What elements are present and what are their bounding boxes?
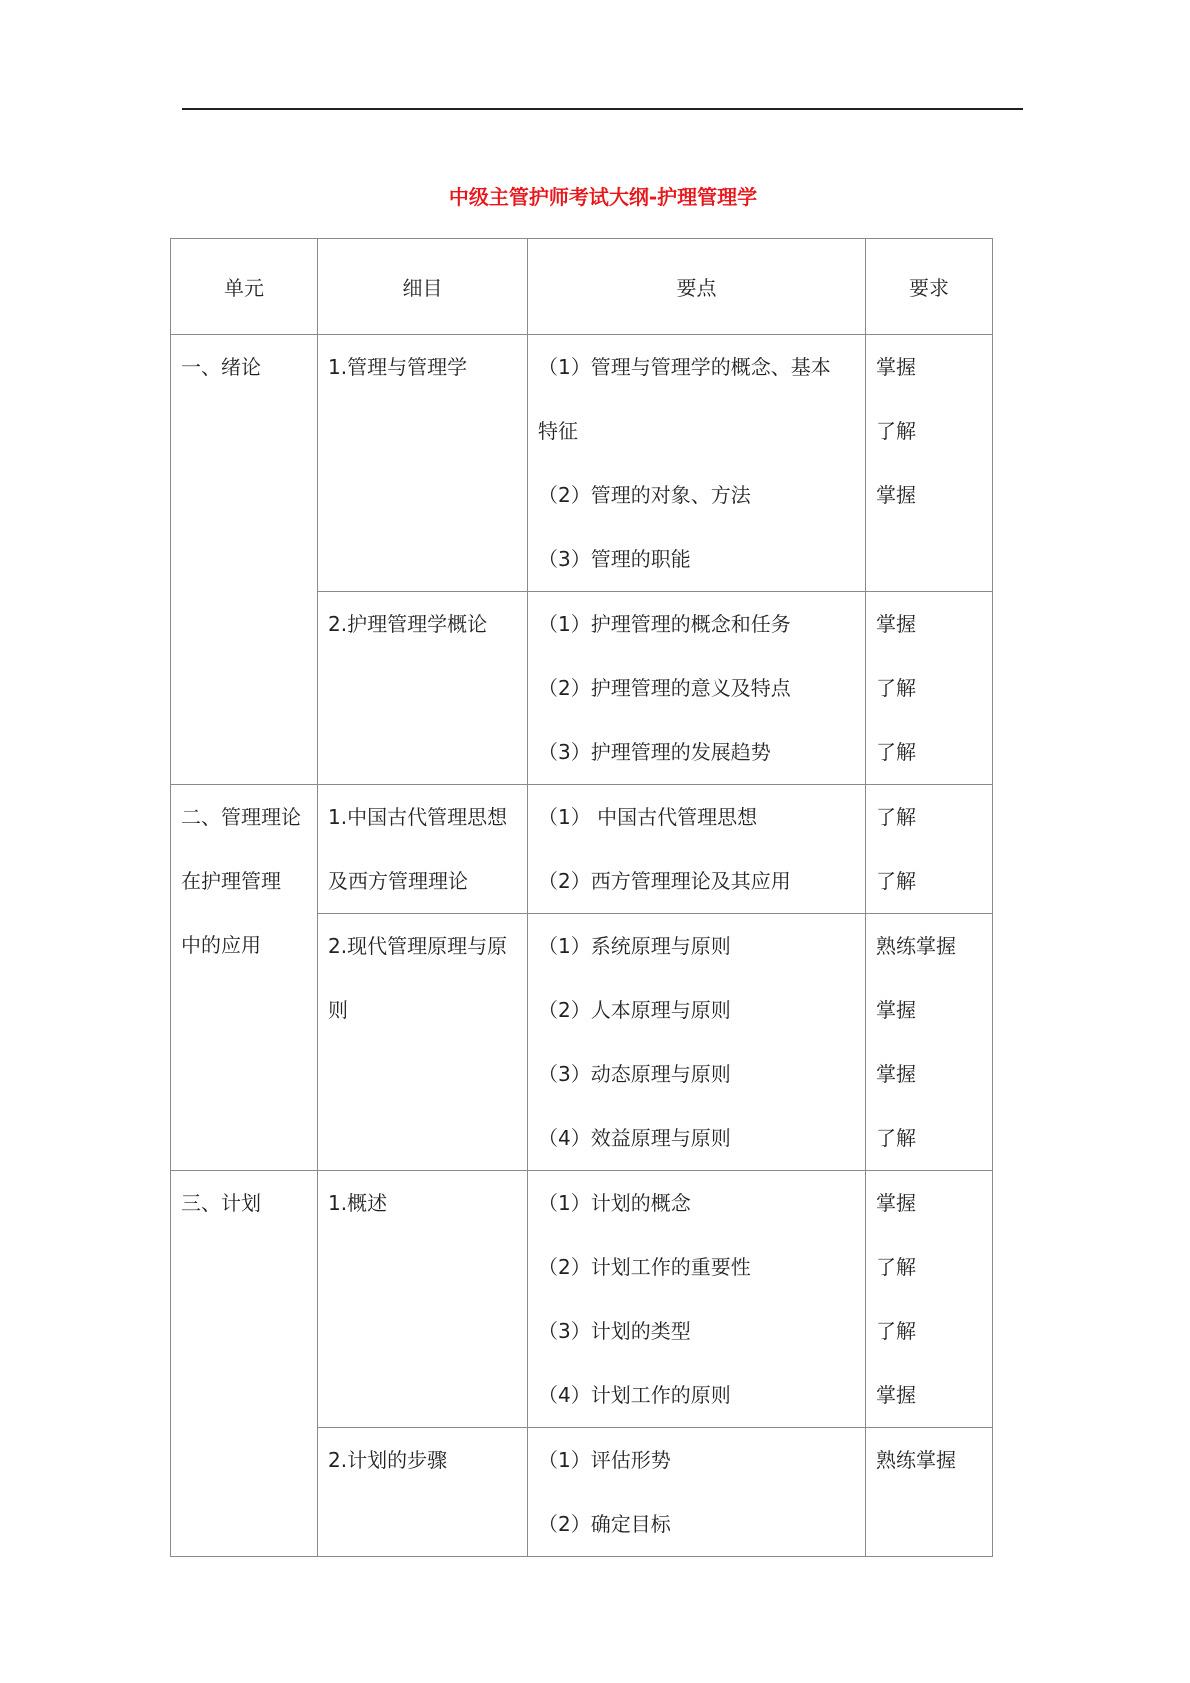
point-line: （2）西方管理理论及其应用: [538, 869, 791, 893]
column-header-detail: 细目: [318, 239, 528, 335]
unit-line: 三、计划: [181, 1191, 261, 1215]
point-line: （3）管理的职能: [538, 547, 691, 571]
requirement-line: 了解: [876, 419, 916, 443]
detail-cell: [318, 914, 528, 1171]
unit-cell: [171, 785, 318, 1171]
requirement-line: 掌握: [876, 355, 916, 379]
detail-line: 及西方管理理论: [328, 869, 468, 893]
header-rule: [182, 108, 1023, 110]
point-line: （2）护理管理的意义及特点: [538, 676, 791, 700]
point-line: （1）护理管理的概念和任务: [538, 612, 791, 636]
point-line: （1）管理与管理学的概念、基本: [538, 355, 831, 379]
requirement-line: 掌握: [876, 1191, 916, 1215]
point-line: （3）计划的类型: [538, 1319, 691, 1343]
requirement-cell: [866, 1171, 993, 1428]
detail-line: 2.计划的步骤: [328, 1448, 448, 1472]
requirement-cell: [866, 335, 993, 592]
points-cell: [528, 1428, 866, 1557]
detail-cell: [318, 592, 528, 785]
point-line: 特征: [538, 419, 578, 443]
point-line: （2）确定目标: [538, 1512, 671, 1536]
requirement-line: 掌握: [876, 1062, 916, 1086]
point-line: （1）系统原理与原则: [538, 934, 731, 958]
point-line: （4）计划工作的原则: [538, 1383, 731, 1407]
requirement-line: 掌握: [876, 1383, 916, 1407]
syllabus-table: [170, 238, 993, 1557]
points-cell: [528, 785, 866, 914]
detail-cell: [318, 785, 528, 914]
detail-cell: [318, 335, 528, 592]
requirement-line: 掌握: [876, 483, 916, 507]
requirement-cell: [866, 1428, 993, 1557]
requirement-line: 了解: [876, 805, 916, 829]
requirement-line: 了解: [876, 676, 916, 700]
points-cell: [528, 1171, 866, 1428]
document-title: 中级主管护师考试大纲-护理管理学: [448, 185, 758, 209]
detail-line: 1.中国古代管理思想: [328, 805, 508, 829]
table-row: [171, 1171, 993, 1428]
points-cell: [528, 592, 866, 785]
unit-line: 在护理管理: [181, 869, 281, 893]
requirement-cell: [866, 785, 993, 914]
detail-line: 2.护理管理学概论: [328, 612, 488, 636]
column-header-points: 要点: [528, 239, 866, 335]
table-row: [171, 785, 993, 914]
unit-cell: [171, 335, 318, 785]
requirement-line: 了解: [876, 869, 916, 893]
header-row: [171, 239, 993, 335]
requirement-line: 了解: [876, 1255, 916, 1279]
table-row: [171, 335, 993, 592]
points-cell: [528, 914, 866, 1171]
requirement-line: 了解: [876, 1319, 916, 1343]
point-line: （1）评估形势: [538, 1448, 671, 1472]
unit-cell: [171, 1171, 318, 1557]
requirement-line: 掌握: [876, 998, 916, 1022]
requirement-cell: [866, 592, 993, 785]
unit-line: 二、管理理论: [181, 805, 301, 829]
point-line: （4）效益原理与原则: [538, 1126, 731, 1150]
requirement-line: 掌握: [876, 612, 916, 636]
requirement-line: 熟练掌握: [876, 1448, 956, 1472]
point-line: （3）护理管理的发展趋势: [538, 740, 771, 764]
requirement-cell: [866, 914, 993, 1171]
requirement-line: 了解: [876, 1126, 916, 1150]
detail-line: 2.现代管理原理与原: [328, 934, 508, 958]
unit-line: 一、绪论: [181, 355, 261, 379]
detail-cell: [318, 1428, 528, 1557]
point-line: （2）计划工作的重要性: [538, 1255, 751, 1279]
column-header-unit: 单元: [171, 239, 318, 335]
point-line: （2）管理的对象、方法: [538, 483, 751, 507]
detail-line: 1.管理与管理学: [328, 355, 468, 379]
detail-cell: [318, 1171, 528, 1428]
requirement-line: 了解: [876, 740, 916, 764]
requirement-line: 熟练掌握: [876, 934, 956, 958]
column-header-requirement: 要求: [866, 239, 993, 335]
table-body: [171, 335, 993, 1557]
detail-line: 1.概述: [328, 1191, 388, 1215]
detail-line: 则: [328, 998, 348, 1022]
unit-line: 中的应用: [181, 933, 261, 957]
point-line: （1）计划的概念: [538, 1191, 691, 1215]
point-line: （1） 中国古代管理思想: [538, 805, 758, 829]
point-line: （2）人本原理与原则: [538, 998, 731, 1022]
points-cell: [528, 335, 866, 592]
point-line: （3）动态原理与原则: [538, 1062, 731, 1086]
